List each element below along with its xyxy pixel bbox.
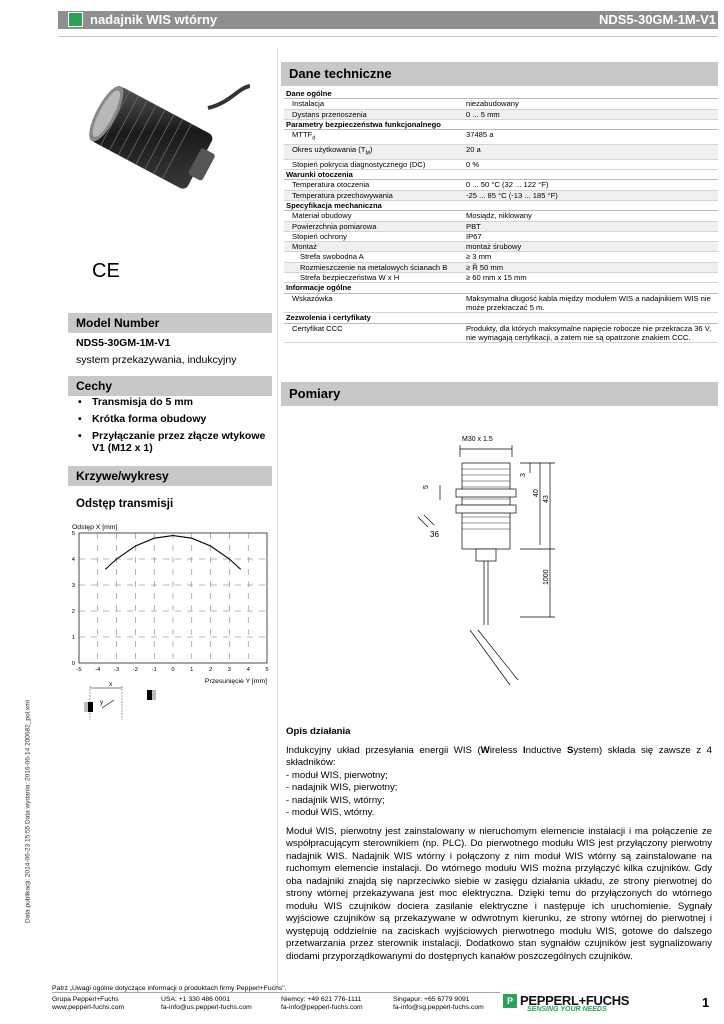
chart-ticks: [72, 531, 269, 673]
chart-xtick-label: 2: [208, 667, 213, 673]
table-value: montaż śrubowy: [464, 242, 718, 252]
table-value: Maksymalna długość kabla między modułem WIS a nadajnikiem WIS nie może przekraczać 5 m.: [464, 293, 718, 313]
table-value: IP67: [464, 231, 718, 241]
table-row: [284, 211, 718, 221]
table-row: [284, 109, 718, 119]
table-value: PBT: [464, 221, 718, 231]
ce-mark: CE: [92, 260, 120, 282]
footer-col-usa: USA: +1 330 486 0001 fa-info@us.pepperl-fuchs.com: [161, 996, 252, 1011]
description-title: Opis działania: [286, 726, 351, 737]
chart-series-line: [105, 536, 240, 570]
table-key: Powierzchnia pomiarowa: [284, 221, 464, 231]
table-value: 0 ... 50 °C (32 ... 122 °F): [464, 180, 718, 190]
table-value: ≥ Ř 50 mm: [464, 262, 718, 272]
table-group-label: Zezwolenia i certyfikaty: [284, 313, 718, 323]
table-key: Rozmieszczenie na metalowych ścianach B: [284, 262, 464, 272]
header-divider: [58, 36, 718, 37]
curves-section: Krzywe/wykresy: [68, 466, 272, 486]
curve-title: Odstęp transmisji: [76, 498, 174, 510]
table-group-label: Dane ogólne: [284, 89, 718, 99]
company-tagline: SENSING YOUR NEEDS: [527, 1006, 607, 1013]
footer-note: Patrz „Uwagi ogólne dotyczące informacji o produktach firmy Pepperl+Fuchs".: [52, 985, 287, 992]
table-key: Stopień ochrony: [284, 231, 464, 241]
table-key: Strefa swobodna A: [284, 252, 464, 262]
table-value: ≥ 3 mm: [464, 252, 718, 262]
table-key: Certyfikat CCC: [284, 323, 464, 343]
features-section: Cechy: [68, 376, 272, 396]
table-group-label: Specyfikacja mechaniczna: [284, 201, 718, 211]
table-row: [284, 293, 718, 313]
chart-xtick-label: -3: [114, 667, 120, 673]
chart-xtick-label: 0: [171, 667, 175, 673]
table-row: [284, 180, 718, 190]
chart-xlabel: Przesunięcie Y [mm]: [204, 678, 267, 685]
table-value: niezabudowany: [464, 99, 718, 109]
table-key: Okres użytkowania $(T_M)$: [284, 145, 464, 160]
chart-ylabel: Odstęp X [mm]: [72, 524, 118, 531]
dim-43: 43: [543, 495, 550, 503]
table-key: Dystans przenoszenia: [284, 109, 464, 119]
table-row: [284, 190, 718, 200]
dim-5: 5: [423, 485, 430, 489]
feature-item: • Krótka forma obudowy: [76, 413, 268, 425]
product-photo: [80, 78, 250, 198]
dim-3: 3: [520, 473, 527, 477]
chart-ytick-label: 0: [71, 661, 75, 667]
footer-col-singapore: Singapur: +65 6779 9091 fa-info@sg.pepperl-fuchs.com: [393, 996, 484, 1011]
tech-data-table: [284, 89, 718, 343]
description-item: - moduł WIS, pierwotny;: [286, 769, 388, 781]
chart-ytick-label: 5: [71, 531, 75, 537]
table-key: Wskazówka: [284, 293, 464, 313]
table-value: Mosiądz, niklowany: [464, 211, 718, 221]
dim-thread: M30 x 1.5: [462, 436, 493, 443]
table-group-row: [284, 89, 718, 99]
table-value: -25 ... 85 °C (-13 ... 185 °F): [464, 190, 718, 200]
chart-xtick-label: -2: [132, 667, 138, 673]
table-key: Stopień pokrycia diagnostycznego (DC): [284, 159, 464, 169]
table-group-row: [284, 201, 718, 211]
table-row: [284, 242, 718, 252]
logo-mark-icon: P: [503, 994, 517, 1008]
dim-1000: 1000: [543, 569, 550, 585]
chart-inset-y-label: y: [100, 699, 104, 706]
column-divider: [277, 48, 278, 988]
table-value: 0 %: [464, 159, 718, 169]
page-number: 1: [702, 995, 710, 1010]
header-square-icon: [68, 12, 83, 27]
chart-ytick-label: 4: [71, 557, 75, 563]
chart-ytick-label: 1: [71, 635, 75, 641]
chart-ytick-label: 3: [71, 583, 75, 589]
chart-xtick-label: 3: [227, 667, 232, 673]
publication-side-text: Data publikacji: 2014-06-23 15:55 Data wydania: 2016-06-14 200682_pol.xml: [24, 700, 32, 923]
table-key: Temperatura otoczenia: [284, 180, 464, 190]
table-row: [284, 273, 718, 283]
table-key: Materiał obudowy: [284, 211, 464, 221]
footer-divider: [52, 992, 500, 993]
table-row: [284, 221, 718, 231]
description-body: Moduł WIS, pierwotny jest zainstalowany w nieruchomym elemencie instalacji i ma połączenie ze współpracującym sterownikiem (np. PLC). Do pierwotnego modułu WIS jest przyłączony pierwotny nadajnik WIS. Nadajnik WIS wtórny i połączony z nim moduł WIS wtórny są zainstalowane na ruchomym elemencie instalacji. Do wtórnego modułu WIS można przyłączyć kilka czujników. Gdy oba nadajniki znajdą się naprzeciwko siebie w zasięgu działania układu, ze strony pierwotnej do strony wtórnej przekazywana jest moc elektryczna. Dzięki temu do przyłączonych do wtórnego modułu WIS czujników dociera zasilanie elektryczne i następuje ich uruchomienie. Sygnały wyjściowe czujników są przekazywane w odwrotnym kierunku, ze strony wtórnej do pierwotnej i występują oddzielnie na zaciskach wyjściowych pierwotnego modułu WIS, gotowe do dalszego przetwarzania przez sterownik instalacji. Dodatkowo stan sygnałów czujników jest sygnalizowany diodami przyporządkowanymi do dostępnych kanałów poszczególnych czujników.: [286, 825, 712, 962]
footer-col-germany: Niemcy: +49 621 776-1111 fa-info@pepperl-fuchs.com: [281, 996, 363, 1011]
chart-xtick-label: 4: [246, 667, 250, 673]
table-row: [284, 231, 718, 241]
table-group-row: [284, 119, 718, 129]
footer-col-group: Grupa Pepperl+Fuchs www.pepperl-fuchs.com: [52, 996, 125, 1011]
table-row: [284, 262, 718, 272]
description-intro: Indukcyjny układ przesyłania energii WIS (Wireless Inductive System) składa się zawsze z 4 składników:: [286, 744, 713, 768]
table-group-label: Parametry bezpieczeństwa funkcjonalnego: [284, 119, 718, 129]
description-item: - nadajnik WIS, wtórny;: [286, 794, 385, 806]
page-title: nadajnik WIS wtórny: [90, 12, 218, 27]
chart-grid: [79, 533, 267, 663]
chart-xtick-label: -5: [76, 667, 82, 673]
description-item: - nadajnik WIS, pierwotny;: [286, 782, 398, 793]
model-number-section: Model Number: [68, 313, 272, 333]
table-group-row: [284, 313, 718, 323]
dimension-drawing: [400, 425, 580, 700]
chart-inset-x-label: x: [109, 681, 113, 688]
chart-ytick-label: 2: [71, 609, 75, 615]
transmission-chart: [62, 520, 274, 720]
table-row: [284, 130, 718, 145]
dim-36: 36: [430, 530, 439, 539]
feature-item: • Przyłączanie przez złącze wtykowe V1 (M12 x 1): [76, 430, 268, 454]
dimensions-section: Pomiary: [281, 382, 718, 406]
dim-40: 40: [533, 489, 540, 497]
chart-xtick-label: -4: [95, 667, 101, 673]
table-row: [284, 159, 718, 169]
model-description: system przekazywania, indukcyjny: [76, 354, 237, 366]
table-value: 20 a: [464, 145, 718, 160]
chart-xtick-label: 5: [265, 667, 269, 673]
table-value: ≥ 60 mm x 15 mm: [464, 273, 718, 283]
table-group-label: Warunki otoczenia: [284, 170, 718, 180]
features-list: [76, 396, 268, 459]
feature-item: • Transmisja do 5 mm: [76, 396, 268, 408]
table-row: [284, 145, 718, 160]
description-item: - moduł WIS, wtórny.: [286, 807, 375, 818]
table-key: $MTTF_d$: [284, 130, 464, 145]
table-value: 0 ... 5 mm: [464, 109, 718, 119]
model-name: NDS5-30GM-1M-V1: [76, 337, 171, 349]
chart-inset-sketch: [84, 681, 156, 720]
table-key: Temperatura przechowywania: [284, 190, 464, 200]
header-model: NDS5-30GM-1M-V1: [598, 12, 716, 27]
chart-xtick-label: -1: [151, 667, 157, 673]
function-description: [286, 726, 712, 969]
table-key: Montaż: [284, 242, 464, 252]
table-value: 37485 a: [464, 130, 718, 145]
table-value: Produkty, dla których maksymalne napięcie robocze nie przekracza 36 V, nie wymagają certyfikacji, a zatem nie są opatrzone znakiem CCC.: [464, 323, 718, 343]
table-key: Strefa bezpieczeństwa W x H: [284, 273, 464, 283]
company-logo: PEPPERL+FUCHS: [520, 993, 630, 1008]
tech-data-section: Dane techniczne: [281, 62, 718, 86]
chart-xtick-label: 1: [190, 667, 194, 673]
table-group-label: Informacje ogólne: [284, 283, 718, 293]
table-group-row: [284, 283, 718, 293]
table-key: Instalacja: [284, 99, 464, 109]
table-row: [284, 252, 718, 262]
table-row: [284, 99, 718, 109]
table-row: [284, 323, 718, 343]
table-group-row: [284, 170, 718, 180]
